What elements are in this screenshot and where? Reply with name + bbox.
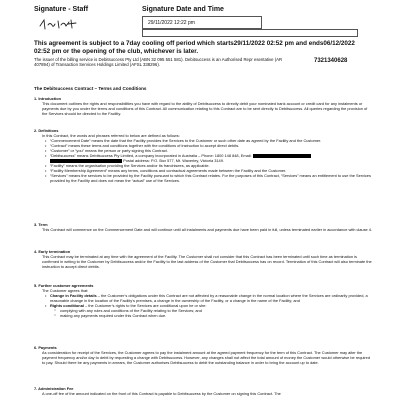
section-administration-fee (34, 386, 372, 396)
section-body: As consideration for receipt of the Services, the Customer agrees to pay the instalment amount at the agreed payment frequency for the term of this Contract. The Customer may alter the payment frequency and/or day to debit by requesting a change with Debitsuccess. However, any changes shall not affect the total amount of money the Customer would otherwise be required to pay. Should there be any payments in arrears, the Customer authorises Debitsuccess to debit the outstanding balance in order to bring the account up to date. (42, 350, 371, 365)
section-body: This Contract may be terminated at any time with the agreement of the Facility. The Customer shall not consider that this Contract has been terminated until such time as termination is confirmed in writing to the Customer by Debitsuccess and/or the Facility to the last address of the Customer that Debitsuccess has on record. Termination of this Contract will also terminate the instruction to accept direct debits. (42, 254, 372, 269)
section-term (34, 222, 372, 232)
section-heading: 1. Introduction (34, 96, 62, 101)
definition-item: • “Contract” means these terms and conditions together with the conditions of instruction to accept direct debits. (34, 143, 372, 148)
section-heading: 3. Term (34, 222, 48, 227)
document-title: The Debitsuccess Contract – Terms and Conditions (34, 86, 147, 91)
definition-text: “Debitsuccess” means Debitsuccess Pty Limited, a company incorporated in Australia – Phone: 1800 148 848, Email: (50, 153, 252, 158)
signature-date-time-field (142, 16, 262, 29)
section-body: A one-off fee of the amount indicated on the front of this Contract is payable to Debitsuccess by the Customer on signing this Contract. The (42, 391, 281, 396)
staff-signature-label: Signature - Staff (34, 6, 89, 13)
signature-blank-field (142, 29, 358, 37)
section-definitions (34, 128, 372, 183)
redacted-email (253, 154, 311, 158)
section-introduction (34, 96, 372, 116)
agreement-subitem: ○ making any payments required under this Contract when due. (34, 313, 372, 318)
section-payments (34, 345, 372, 365)
section-early-termination (34, 249, 372, 269)
definition-address: Postal address: P.O. Box 577, Mt. Waverley, Victoria 3149. (123, 158, 224, 163)
definition-item: • “Commencement Date” means the date that the Facility provides the Services to the Customer or such other date as agreed by the Facility and the Customer. (34, 138, 372, 143)
section-heading: 6. Payments (34, 345, 57, 350)
section-further-agreements (34, 283, 372, 318)
agreement-subitem: ○ complying with any rules and conditions of the Facility relating to the Services; and (34, 308, 372, 313)
section-body: This Contract will commence on the Commencement Date and will continue until all instalments and payments due have been paid in full, unless terminated earlier in accordance with clause 4. (42, 227, 373, 232)
definition-item: • “Facility” means the organisation providing the Services and/or its franchisees, as applicable. (34, 163, 372, 168)
definition-item: • “Customer” or “you” means the person or party signing this Contract. (34, 148, 372, 153)
billing-issuer-note: The issuer of the billing service is Debitsuccess Pty Ltd (ABN 32 095 551 581). Debitsuccess is an Authorised Repr esentative (AR 407894) of Transaction Services Holdings Limited (AFSL 338296). (34, 57, 283, 68)
redacted-text (50, 159, 122, 163)
agreement-item-title: Rights conditional (50, 303, 84, 308)
definition-item-debitsuccess (34, 153, 372, 163)
definition-item: • “Services” means the services to be provided by the Facility pursuant to which this Contract relates. For the purposes of this Contract, “Services” means an entitlement to use the Services provided by the Facility and does not mean the “actual” use of the Services. (34, 173, 372, 183)
reference-number: 7321340628 (314, 58, 348, 64)
section-body: This document outlines the rights and responsibilities you have with regard to the ability of Debitsuccess to directly debit your nominated bank account or credit card for any instalments or payments due by you under the terms and conditions of this Contract. All communication relating to this Contract are to be sent directly to Debitsuccess. All queries regarding the provision of the Services should be directed to the Facility. (42, 101, 368, 116)
signature-date-time-value: 29/11/2022 12:22 pm (148, 20, 195, 26)
definition-item: • “Facility Membership Agreement” means any terms, conditions and contractual agreements made between the Facility and the Customer. (34, 168, 372, 173)
section-intro: The Customer agrees that: (42, 288, 89, 293)
agreement-item-text: – the Customer’s obligations under this Contract are not affected by a reasonable change in the normal location where the Services are ordinarily provided, a reasonable change in the location of the Facility’s premises, a change in the ownership of the Facility, or a change in the name of the Facility; and (50, 293, 368, 303)
agreement-item-text: – the Customer’s rights to the Services are conditional upon he or she: (83, 303, 207, 308)
section-heading: 4. Early termination (34, 249, 71, 254)
section-heading: 2. Definitions (34, 128, 59, 133)
cooling-off-notice: This agreement is subject to a 7day cooling off period which starts29/11/2022 02:52 pm and ends06/12/2022 02:52 pm or the opening of the club, whichever is later. (34, 40, 355, 55)
section-intro: In this Contract, the words and phrases referred to below are defined as follows: (42, 133, 180, 138)
section-heading: 5. Further customer agreements (34, 283, 94, 288)
signature-date-time-label: Signature Date and Time (142, 6, 224, 13)
agreement-item (34, 293, 372, 303)
staff-signature-image (38, 18, 88, 32)
agreement-item-title: Change in Facility details (50, 293, 97, 298)
section-heading: 7. Administration Fee (34, 386, 74, 391)
